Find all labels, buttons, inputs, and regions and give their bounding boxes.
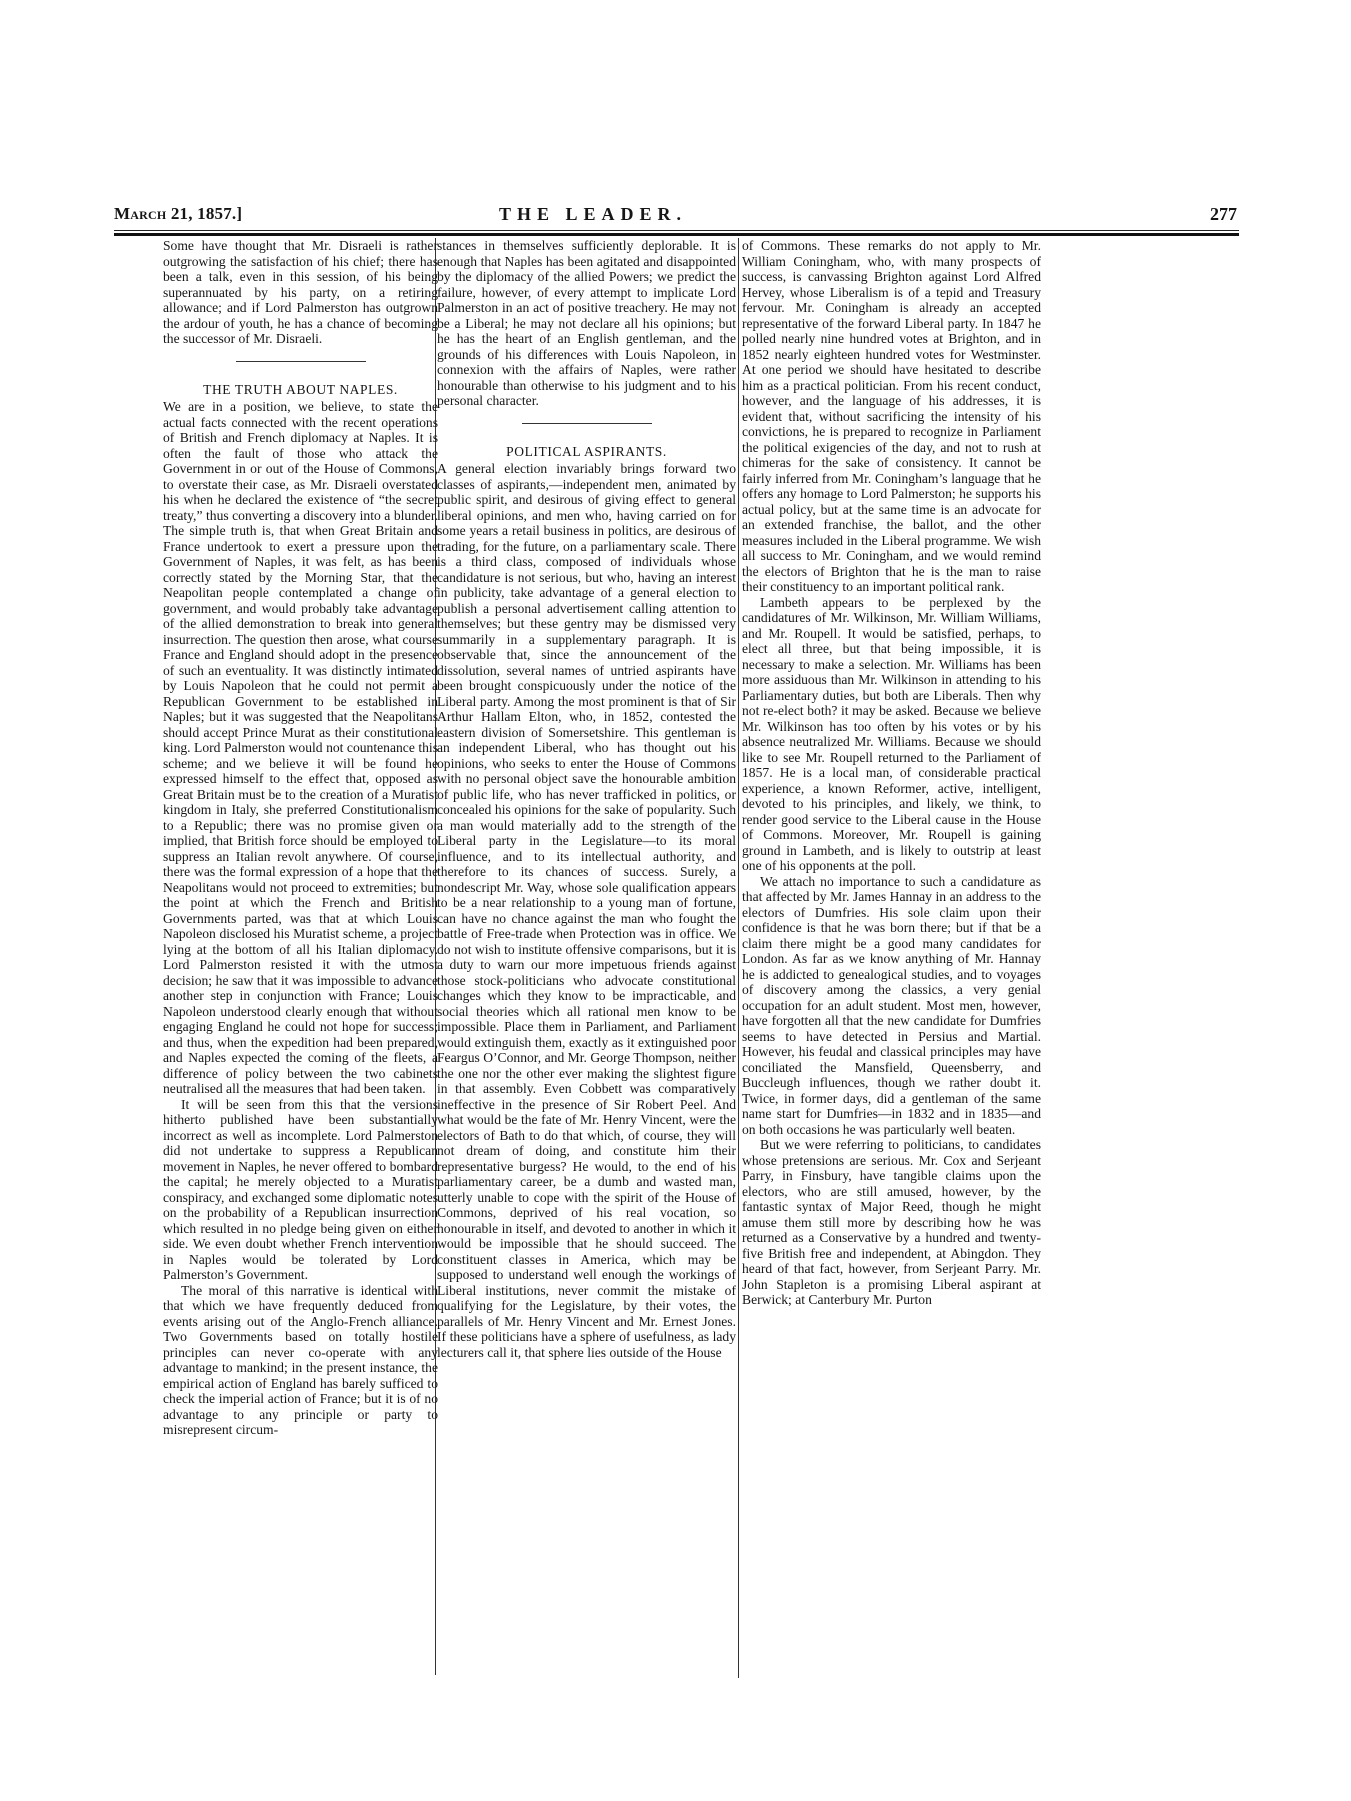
article-paragraph: We are in a position, we believe, to state the actual facts connected with the recent operations of British and French diplomacy at Naples. It is often the fault of those who attack the Government in or out of the House of Commons, to overstate their case, as Mr. Disraeli overstated his when he declared the existence of “the secret treaty,” thus converting a discovery into a blunder. The simple truth is, that when Great Britain and France undertook to exert a pressure upon the Government of Naples, it was felt, as has been correctly stated by the Morning Star, that the Neapolitan people contemplated a change of government, and would probably take advantage of the allied demonstration to break into general insurrection. The question then arose, what course France and England should adopt in the presence of such an eventuality. It was distinctly intimated by Louis Napoleon that he could not permit a Republican Government to be established in Naples; but it was suggested that the Neapolitans should accept Prince Murat as their constitutional king. Lord Palmerston would not countenance this scheme; and we believe it will be found he expressed himself to the effect that, opposed as Great Britain must be to the creation of a Muratist kingdom in Italy, she preferred Constitutionalism to a Republic; there was no promise given or implied, that British force should be employed to suppress an Italian revolt anywhere. Of course, there was the formal expression of a hope that the Neapolitans would not proceed to extremities; but the point at which the French and British Governments parted, was that at which Louis Napoleon disclosed his Muratist scheme, a project lying at the bottom of all his Italian diplomacy. Lord Palmerston resisted it with the utmost decision; he saw that it was impossible to advance another step in conjunction with France; Louis Napoleon understood clearly enough that without engaging England he could not hope for success; and thus, when the expedition had been prepared, and Naples expected the coming of the fleets, a difference of policy between the two cabinets neutralised all the measures that had been taken. [163,399,438,1096]
article-paragraph: of Commons. These remarks do not apply to Mr. William Coningham, who, with many prospects of success, is canvassing Brighton against Lord Alfred Hervey, whose Liberalism is of a tepid and Treasury fervour. Mr. Coningham is already an accepted representative of the forward Liberal party. In 1847 he polled nearly nine hundred votes at Brighton, and in 1852 nearly eighteen hundred votes for Westminster. At one period we should have hesitated to describe him as a practical politician. From his recent conduct, however, and the language of his addresses, it is evident that, without sacrificing the intensity of his convictions, he is prepared to recognize in Parliament the political exigencies of the day, and not to rush at chimeras for the sake of consistency. It cannot be fairly inferred from Mr. Coningham’s language that he offers any homage to Lord Palmerston; he supports his actual policy, but at the same time is an advocate for an extended franchise, the ballot, and the other measures included in the Liberal programme. We wish all success to Mr. Coningham, and we would remind the electors of Brighton that he is the man to raise their constituency to an important political rank. [742,238,1041,594]
article-heading: POLITICAL ASPIRANTS. [506,443,667,459]
newspaper-title: THE LEADER. [499,204,688,224]
column-1 [163,238,438,1438]
article-paragraph: The moral of this narrative is identical with that which we have frequently deduced from events arising out of the Anglo-French alliance. Two Governments based on totally hostile principles can never co-operate with any advantage to mankind; in the present instance, the empirical action of England has barely sufficed to check the imperial action of France; but it is of no advantage to any principle or party to misrepresent circum- [163,1282,438,1437]
article-paragraph: A general election invariably brings forward two classes of aspirants,—independent men, animated by public spirit, and desirous of giving effect to general liberal opinions, and men who, having carried on for some years a retail business in politics, are desirous of trading, for the future, on a parliamentary scale. There is a third class, composed of individuals whose candidature is not serious, but who, having an interest in publicity, take advantage of a general election to publish a personal advertisement calling attention to themselves; but these gentry may be dismissed very summarily in a supplementary paragraph. It is observable that, since the announcement of the dissolution, several names of untried aspirants have been brought conspicuously under the notice of the Liberal party. Among the most prominent is that of Sir Arthur Hallam Elton, who, in 1852, contested the eastern division of Somersetshire. This gentleman is an independent Liberal, who has thought out his opinions, who seeks to enter the House of Commons with no personal object save the honourable ambition of public life, who has never trafficked in politics, or concealed his opinions for the sake of popularity. Such a man would materially add to the strength of the Liberal party in the Legislature—to its moral influence, and to its intellectual authority, and therefore to its chances of success. Surely, a nondescript Mr. Way, whose sole qualification appears to be a near relationship to a young man of fortune, can have no chance against the man who fought the battle of Free-trade when Protection was in office. We do not wish to institute offensive comparisons, but it is a duty to warn our more impetuous friends against those stock-politicians who advocate constitutional changes which they know to be impracticable, and social theories which all rational men know to be impossible. Place them in Parliament, and Parliament would extinguish them, exactly as it extinguished poor Feargus O’Connor, and Mr. George Thompson, neither the one nor the other ever making the slightest figure in that assembly. Even Cobbett was comparatively ineffective in the presence of Sir Robert Peel. And what would be the fate of Mr. Henry Vincent, were the electors of Bath to do that which, of course, they will not dream of doing, and constitute him their representative burgess? He would, to the end of his parliamentary career, be a dumb and wasted man, utterly unable to cope with the spirit of the House of Commons, deprived of his real vocation, so honourable in itself, and devoted to another in which it would be impossible that he should succeed. The constituent classes in America, which may be supposed to understand well enough the workings of Liberal institutions, never commit the mistake of qualifying for the Legislature, by their votes, the parallels of Mr. Henry Vincent and Mr. Ernest Jones. If these politicians have a sphere of usefulness, as lady lecturers call it, that sphere lies outside of the House [437,461,736,1360]
issue-date: March 21, 1857.] [114,204,243,223]
header-rule-thick [114,233,1239,236]
header-rule-thin [114,230,1239,231]
article-paragraph: But we were referring to politicians, to candidates whose pretensions are serious. Mr. Cox and Serjeant Parry, in Finsbury, have tangible claims upon the electors, who are still amused, however, by the fantastic syntax of Major Reed, though he might amuse them still more by describing how he was returned as a Conservative by a hundred and twenty-five British free and independent, at Abingdon. They heard of that fact, however, from Serjeant Parry. Mr. John Stapleton is a promising Liberal aspirant at Berwick; at Canterbury Mr. Purton [742,1137,1041,1307]
section-divider [236,361,366,362]
column-divider [738,238,739,1678]
article-paragraph: Lambeth appears to be perplexed by the candidatures of Mr. Wilkinson, Mr. William Williams, and Mr. Roupell. It would be satisfied, perhaps, to elect all three, but that being impossible, it is necessary to make a selection. Mr. Williams has been more assiduous than Mr. Wilkinson in attending to his Parliamentary duties, but both are Liberals. Then why not re-elect both? it may be asked. Because we believe Mr. Wilkinson has too often by his votes or by his absence neutralized Mr. Williams. Because we should like to see Mr. Roupell returned to the Parliament of 1857. He is a local man, of considerable practical experience, a known Reformer, active, intelligent, devoted to his principles, and likely, we think, to render good service to the Liberal cause in the House of Commons. Moreover, Mr. Roupell is gaining ground in Lambeth, and is likely to outstrip at least one of his opponents at the poll. [742,594,1041,873]
masthead [114,204,1239,226]
article-paragraph: We attach no importance to such a candidature as that affected by Mr. James Hannay in an address to the electors of Dumfries. His sole claim upon their confidence is that he was born there; but if that be a claim there might be a good many candidates for London. As far as we know anything of Mr. Hannay he is addicted to genealogical studies, and to voyages of discovery among the classics, a very genial occupation for an adult student. Most men, however, have forgotten all that the new candidate for Dumfries seems to have detected in Persius and Martial. However, his feudal and classical principles may have conciliated the Mansfield, Queensberry, and Buccleugh influences, though we rather doubt it. Twice, in former days, did a gentleman of the same name start for Dumfries—in 1832 and in 1835—and on both occasions he was particularly well beaten. [742,873,1041,1137]
section-divider [522,423,652,424]
article-paragraph: stances in themselves sufficiently deplorable. It is enough that Naples has been agitated and disappointed by the diplomacy of the allied Powers; we predict the failure, however, of every attempt to implicate Lord Palmerston in an act of positive treachery. He may not be a Liberal; he may not declare all his opinions; but he has the heart of an English gentleman, and the grounds of his differences with Louis Napoleon, in connexion with the affairs of Naples, were rather honourable than otherwise to his judgment and to his personal character. [437,238,736,408]
page-number: 277 [1210,204,1237,224]
column-3 [742,238,1041,1308]
column-2 [437,238,736,1360]
article-paragraph: Some have thought that Mr. Disraeli is rather outgrowing the satisfaction of his chief; there has been a talk, even in this session, of his being superannuated by his party, on a retiring allowance; and if Lord Palmerston has outgrown the ardour of youth, he has a chance of becoming the successor of Mr. Disraeli. [163,238,438,346]
article-paragraph: It will be seen from this that the versions hitherto published have been substantially incorrect as well as incomplete. Lord Palmerston did not undertake to suppress a Republican movement in Naples, he never offered to bombard the capital; he merely objected to a Muratist conspiracy, and exchanged some diplomatic notes on the probability of a Republican insurrection which resulted in no pledge being given on either side. We even doubt whether French intervention in Naples would be tolerated by Lord Palmerston’s Government. [163,1096,438,1282]
article-heading: THE TRUTH ABOUT NAPLES. [203,381,398,397]
